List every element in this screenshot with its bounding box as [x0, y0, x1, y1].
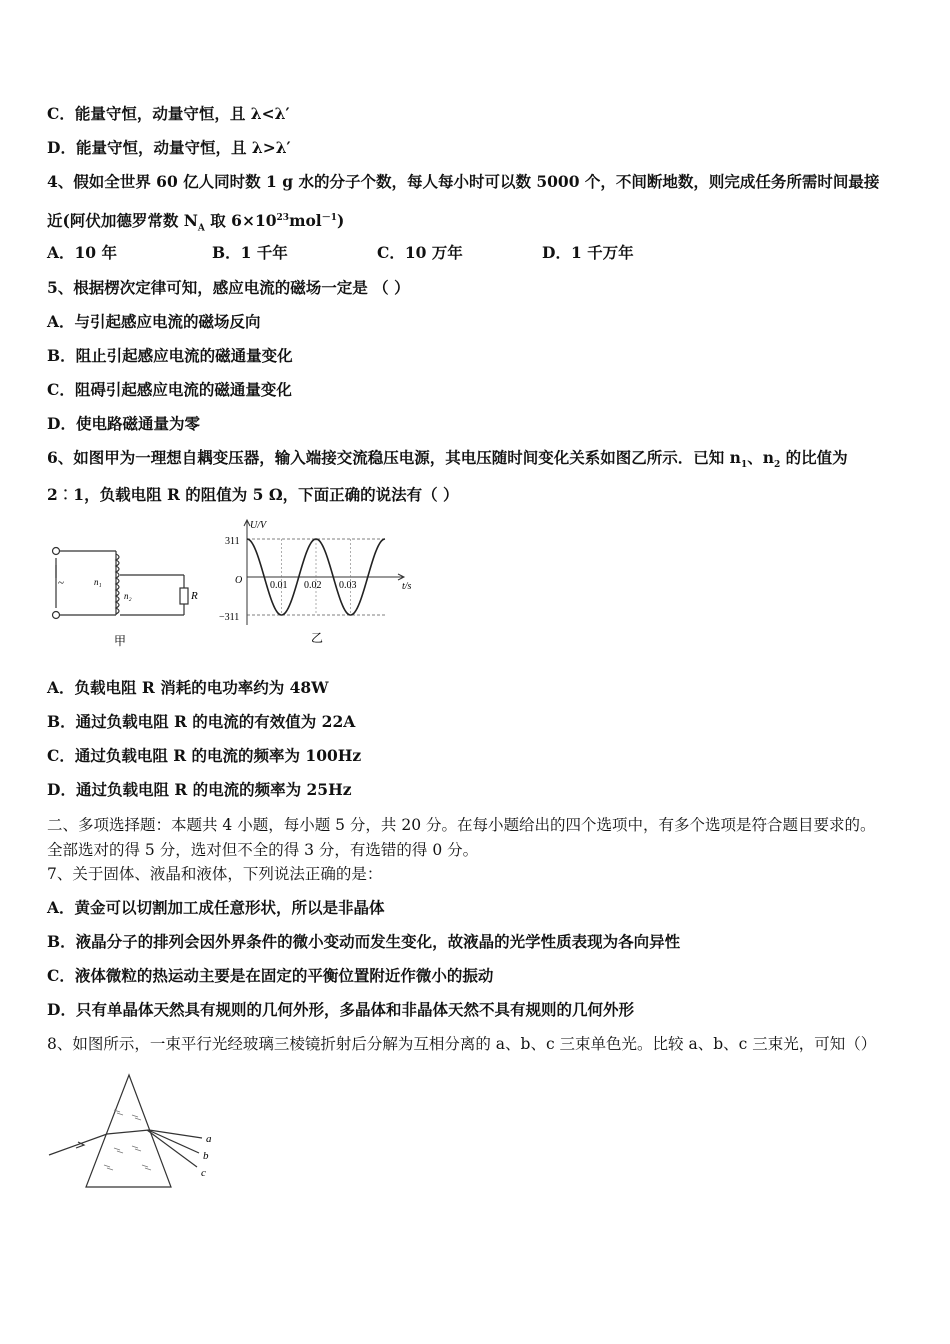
q6-stem-text-c: 的比值为: [780, 448, 848, 467]
incident-ray: [49, 1134, 107, 1155]
refracted-ray: [107, 1130, 149, 1134]
x-axis-label: t/s: [402, 581, 412, 592]
q6-option-d: D．通过负载电阻 R 的电流的频率为 25Hz: [47, 780, 352, 799]
q6-stem-text-b: 、n: [747, 448, 775, 467]
terminal-top: [53, 548, 60, 555]
x-tick-002: 0.02: [304, 580, 322, 591]
q4-stem-line1: 4、假如全世界 60 亿人同时数 1 g 水的分子个数，每人每小时可以数 5000 个，不间断地数，则完成任务所需时间最接: [47, 172, 880, 191]
q6-option-c: C．通过负载电阻 R 的电流的频率为 100Hz: [47, 746, 362, 765]
q6-stem-line2: 2︰1，负载电阻 R 的阻值为 5 Ω，下面正确的说法有（ ）: [47, 485, 459, 504]
q6-sub-1: 1: [740, 460, 748, 471]
q6-option-b: B．通过负载电阻 R 的电流的有效值为 22A: [47, 712, 356, 731]
label-a: a: [206, 1133, 212, 1145]
q4-sub-a: A: [197, 223, 205, 234]
q5-option-a: A．与引起感应电流的磁场反向: [47, 312, 261, 331]
q5-option-b: B．阻止引起感应电流的磁通量变化: [47, 346, 293, 365]
terminal-bottom: [53, 612, 60, 619]
q6-sub-2: 2: [774, 460, 781, 471]
q5-option-c: C．阻碍引起感应电流的磁通量变化: [47, 380, 292, 399]
q4-stem-text-b: 取 6×10: [204, 211, 277, 231]
x-tick-003: 0.03: [339, 580, 357, 591]
q4-option-a: A．10 年: [47, 243, 117, 262]
y-tick-minus311: −311: [219, 612, 240, 623]
q7-option-c: C．液体微粒的热运动主要是在固定的平衡位置附近作微小的振动: [47, 966, 494, 985]
q7-option-a: A．黄金可以切割加工成任意形状，所以是非晶体: [47, 898, 385, 917]
label-n1: n₁: [94, 577, 102, 587]
label-n2: n₂: [124, 591, 132, 601]
q4-sup-23: 23: [276, 213, 290, 223]
resistor-r: [180, 588, 188, 604]
q7-option-b: B．液晶分子的排列会因外界条件的微小变动而发生变化，故液晶的光学性质表现为各向异性: [47, 932, 681, 951]
q3-option-d: D．能量守恒，动量守恒，且 λ>λ′: [47, 138, 291, 157]
q4-option-b: B．1 千年: [212, 243, 288, 262]
y-axis-label: U/V: [250, 520, 267, 531]
q4-stem-line2: [47, 208, 344, 238]
source-symbol: ~: [58, 577, 64, 589]
caption-jia: 甲: [114, 634, 127, 648]
q6-figure-jia: [44, 540, 214, 655]
label-c: c: [201, 1167, 206, 1179]
q6-figure-yi: [215, 517, 425, 652]
x-tick-001: 0.01: [270, 580, 288, 591]
q4-stem-text-d: ): [336, 211, 345, 231]
q4-stem-text-a: 近(阿伏加德罗常数 N: [47, 211, 198, 231]
y-tick-311: 311: [225, 536, 240, 547]
q4-sup-minus1: －1: [321, 213, 337, 223]
q5-stem: 5、根据楞次定律可知，感应电流的磁场一定是 （ ）: [47, 278, 410, 297]
q8-stem: 8、如图所示，一束平行光经玻璃三棱镜折射后分解为互相分离的 a、b、c 三束单色光。比较 a、b、c 三束光，可知（）: [47, 1035, 877, 1053]
q6-stem-text-a: 6、如图甲为一理想自耦变压器，输入端接交流稳压电源，其电压随时间变化关系如图乙所示．已知 n: [47, 448, 741, 467]
section2-line2: 全部选对的得 5 分，选对但不全的得 3 分，有选错的得 0 分。: [47, 841, 479, 859]
q4-option-c: C．10 万年: [377, 243, 463, 262]
q4-stem-text-c: mol: [289, 211, 322, 231]
q7-option-d: D．只有单晶体天然具有规则的几何外形，多晶体和非晶体天然不具有规则的几何外形: [47, 1000, 634, 1019]
origin-label: O: [235, 575, 243, 586]
label-b: b: [203, 1150, 209, 1162]
q8-prism-figure: [44, 1070, 234, 1195]
label-r: R: [191, 590, 198, 602]
q6-option-a: A．负载电阻 R 消耗的电功率约为 48W: [47, 678, 329, 697]
section2-line1: 二、多项选择题：本题共 4 小题，每小题 5 分，共 20 分。在每小题给出的四个选项中，有多个选项是符合题目要求的。: [47, 816, 876, 834]
caption-yi: 乙: [311, 631, 324, 645]
q6-stem-line1: [47, 448, 848, 475]
q5-option-d: D．使电路磁通量为零: [47, 414, 200, 433]
q4-option-d: D．1 千万年: [542, 243, 634, 262]
q7-stem: 7、关于固体、液晶和液体，下列说法正确的是：: [47, 865, 383, 883]
q3-option-c: C．能量守恒，动量守恒，且 λ<λ′: [47, 104, 290, 123]
